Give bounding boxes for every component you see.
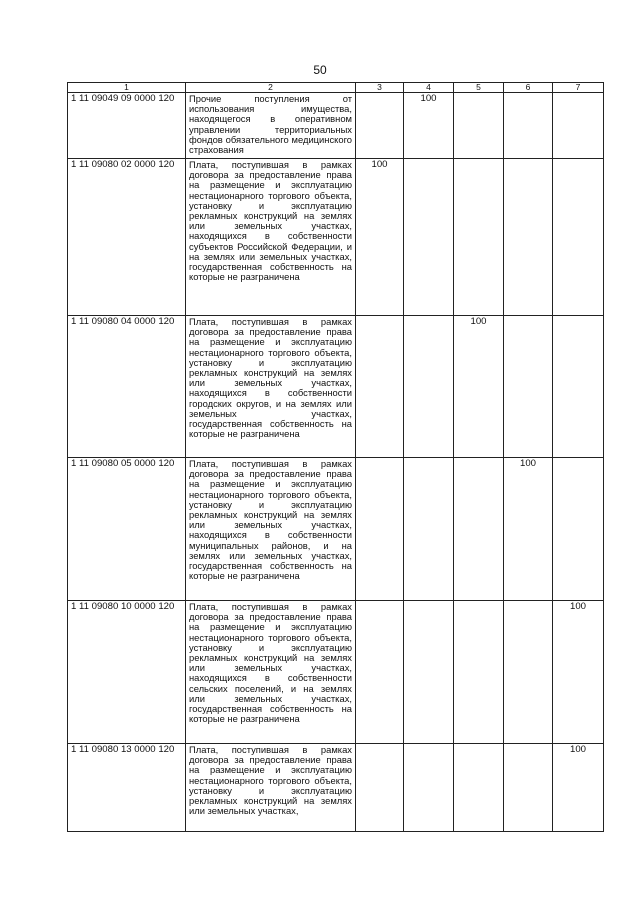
value-cell [454,458,504,601]
budget-code-cell: 1 11 09049 09 0000 120 [68,93,186,159]
description-cell: Плата, поступившая в рамках договора за предоставление права на размещение и эксплуатацию нестационарного торгового объекта, установку и эксплуатацию рекламных конструкций на землях или земельных участках, находящихся в собственности городских округов, и на землях или земельных участках, государственная собственность на которые не разграничена [186,316,356,458]
table-row [68,744,604,832]
value-cell: 100 [356,159,404,316]
column-header: 2 [186,83,356,93]
table-row [68,458,604,601]
description-cell: Плата, поступившая в рамках договора за предоставление права на размещение и эксплуатацию нестационарного торгового объекта, установку и эксплуатацию рекламных конструкций на землях или земельных участках, находящихся в собственности сельских поселений, и на землях или земельных участках, государственная собственность на которые не разграничена [186,601,356,744]
budget-code-cell: 1 11 09080 13 0000 120 [68,744,186,832]
value-cell [356,458,404,601]
value-cell [553,316,604,458]
column-header: 1 [68,83,186,93]
description-cell: Плата, поступившая в рамках договора за предоставление права на размещение и эксплуатацию нестационарного торгового объекта, установку и эксплуатацию рекламных конструкций на землях или земельных участках, находящихся в собственности муниципальных районов, и на землях или земельных участках, государственная собственность на которые не разграничена [186,458,356,601]
column-header: 4 [404,83,454,93]
value-cell [356,93,404,159]
value-cell [454,601,504,744]
table-row [68,601,604,744]
value-cell: 100 [404,93,454,159]
table-header-row [68,83,604,93]
value-cell [356,601,404,744]
value-cell [504,316,553,458]
value-cell: 100 [553,744,604,832]
column-header: 3 [356,83,404,93]
value-cell [454,159,504,316]
value-cell: 100 [454,316,504,458]
page-number: 50 [313,63,327,77]
value-cell [404,458,454,601]
value-cell [504,601,553,744]
table-row [68,316,604,458]
value-cell [504,159,553,316]
value-cell [504,93,553,159]
budget-code-cell: 1 11 09080 04 0000 120 [68,316,186,458]
description-cell: Плата, поступившая в рамках договора за предоставление права на размещение и эксплуатацию нестационарного торгового объекта, установку и эксплуатацию рекламных конструкций на землях или земельных участках, находящихся в собственности субъектов Российской Федерации, и на землях или земельных участках, государственная собственность на которые не разграничена [186,159,356,316]
value-cell [553,93,604,159]
budget-code-cell: 1 11 09080 10 0000 120 [68,601,186,744]
value-cell [454,744,504,832]
value-cell: 100 [553,601,604,744]
value-cell [404,159,454,316]
value-cell [553,458,604,601]
value-cell [454,93,504,159]
column-header: 5 [454,83,504,93]
budget-code-cell: 1 11 09080 02 0000 120 [68,159,186,316]
description-cell: Плата, поступившая в рамках договора за предоставление права на размещение и эксплуатацию нестационарного торгового объекта, установку и эксплуатацию рекламных конструкций на землях или земельных участках, [186,744,356,832]
value-cell [504,744,553,832]
revenue-table [67,82,604,832]
table-row [68,93,604,159]
value-cell [404,744,454,832]
column-header: 6 [504,83,553,93]
value-cell [553,159,604,316]
budget-code-cell: 1 11 09080 05 0000 120 [68,458,186,601]
value-cell [356,744,404,832]
description-cell: Прочие поступления от использования имущества, находящегося в оперативном управлении территориальных фондов обязательного медицинского страхования [186,93,356,159]
column-header: 7 [553,83,604,93]
value-cell [404,601,454,744]
value-cell [404,316,454,458]
value-cell [356,316,404,458]
value-cell: 100 [504,458,553,601]
table-row [68,159,604,316]
